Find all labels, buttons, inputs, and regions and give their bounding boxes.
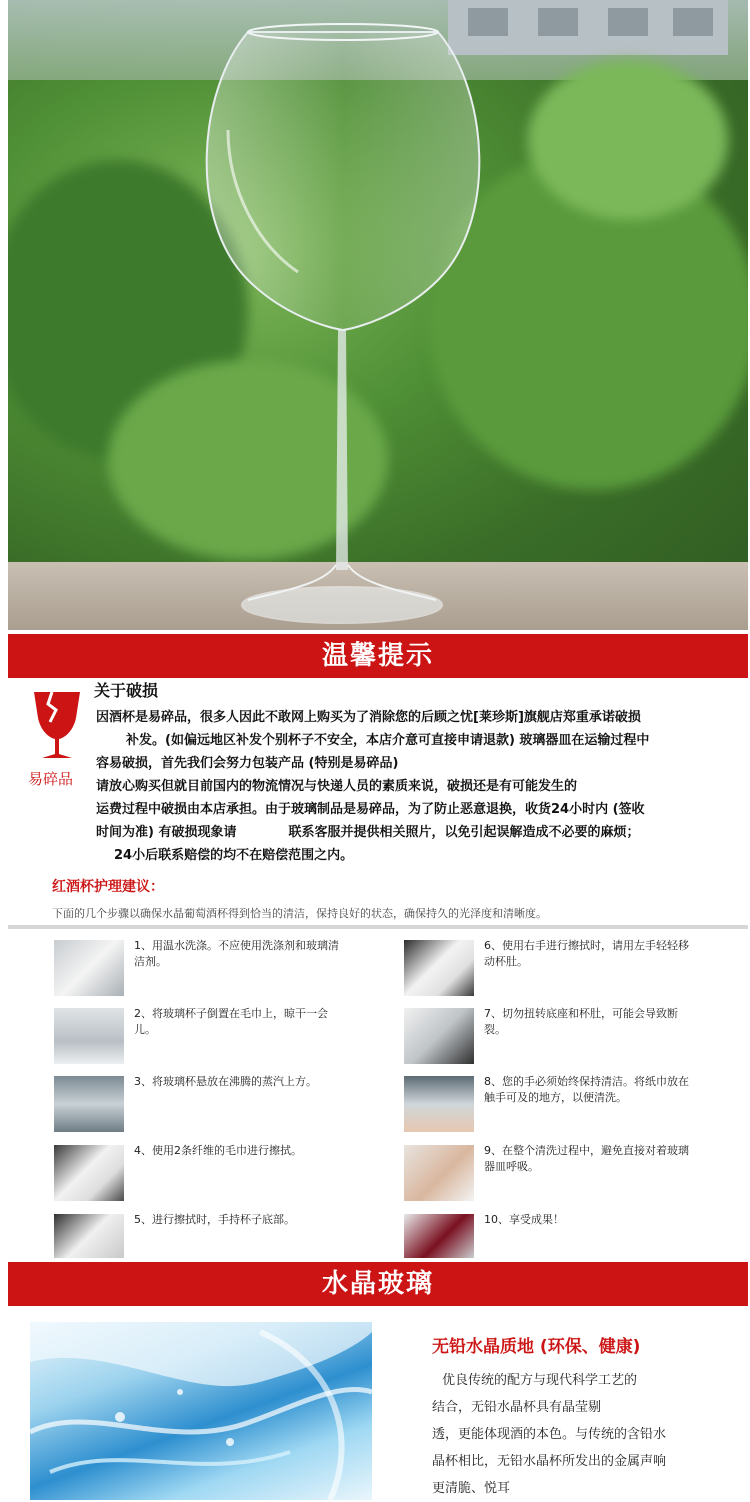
- notice-line: 容易破损，首先我们会努力包装产品 (特别是易碎品): [96, 756, 399, 771]
- notice-banner: 温馨提示: [8, 634, 748, 678]
- hero-wine-glass-photo: [8, 0, 748, 630]
- breakage-title: 关于破损: [94, 681, 159, 700]
- notice-line: 时间为准) 有破损现象请 联系客服并提供相关照片，以免引起误解造成不必要的麻烦；: [96, 825, 640, 840]
- care-step-text: 8、您的手必须始终保持清洁。将纸巾放在触手可及的地方，以便清洗。: [484, 1075, 689, 1104]
- step-photo: [54, 940, 124, 996]
- step-photo: [54, 1008, 124, 1064]
- care-intro: 下面的几个步骤以确保水晶葡萄酒杯得到恰当的清洁，保持良好的状态，确保持久的光泽度和清晰度。: [52, 907, 547, 920]
- notice-line: 补发。(如偏远地区补发个别杯子不安全，本店介意可直接申请退款) 玻璃器皿在运输过程中: [126, 733, 650, 748]
- water-splash-graphic: [30, 1322, 372, 1500]
- step-photo: [404, 1008, 474, 1064]
- care-step-text: 4、使用2条纤维的毛巾进行擦拭。: [134, 1144, 302, 1157]
- notice-line: 请放心购买但就目前国内的物流情况与快递人员的素质来说，破损还是有可能发生的: [96, 779, 578, 794]
- step-photo: [404, 1145, 474, 1201]
- care-step-text: 5、进行擦拭时，手持杯子底部。: [134, 1213, 295, 1226]
- fragile-label: 易碎品: [28, 770, 74, 788]
- crystal-description: [432, 1367, 704, 1502]
- notice-line: 24小后联系赔偿的均不在赔偿范围之内。: [114, 848, 354, 863]
- wine-glass-illustration: [188, 10, 508, 630]
- care-step-text: 9、在整个清洗过程中，避免直接对着玻璃器皿呼吸。: [484, 1144, 689, 1173]
- step-photo: [54, 1214, 124, 1258]
- section-divider: [8, 925, 748, 929]
- step-photo: [404, 1214, 474, 1258]
- care-step-text: 3、将玻璃杯悬放在沸腾的蒸汽上方。: [134, 1075, 317, 1088]
- crystal-banner: 水晶玻璃: [8, 1262, 748, 1306]
- care-step-text: 10、享受成果！: [484, 1213, 564, 1226]
- crystal-line: 优良传统的配方与现代科学工艺的: [442, 1373, 638, 1388]
- crystal-line: 更清脆、悦耳: [432, 1481, 511, 1496]
- broken-glass-fragile-icon: [26, 688, 88, 766]
- care-step-text: 7、切勿扭转底座和杯肚，可能会导致断裂。: [484, 1007, 678, 1036]
- notice-line: 因酒杯是易碎品，很多人因此不敢网上购买为了消除您的后顾之忧[莱珍斯]旗舰店郑重承诺破损: [96, 710, 641, 725]
- step-photo: [404, 1076, 474, 1132]
- crystal-line: 透，更能体现酒的本色。与传统的含铅水: [432, 1427, 667, 1442]
- breakage-notice-text: [96, 706, 746, 867]
- step-photo: [54, 1145, 124, 1201]
- care-step-text: 6、使用右手进行擦拭时，请用左手轻轻移动杯肚。: [484, 939, 689, 968]
- care-step-text: 2、将玻璃杯子倒置在毛巾上，晾干一会儿。: [134, 1007, 328, 1036]
- crystal-line: 结合，无铅水晶杯具有晶莹剔: [432, 1400, 602, 1415]
- crystal-heading: 无铅水晶质地 (环保、健康): [432, 1337, 641, 1357]
- foliage: [528, 60, 728, 220]
- step-photo: [54, 1076, 124, 1132]
- care-step-text: 1、用温水洗涤。不应使用洗涤剂和玻璃清洁剂。: [134, 939, 339, 968]
- care-title: 红酒杯护理建议：: [52, 879, 164, 895]
- crystal-line: 晶杯相比，无铅水晶杯所发出的金属声响: [432, 1454, 667, 1469]
- notice-line: 运费过程中破损由本店承担。由于玻璃制品是易碎品，为了防止恶意退换，收货24小时内 (签收: [96, 802, 645, 817]
- step-photo: [404, 940, 474, 996]
- crystal-glass-water-photo: [30, 1322, 372, 1500]
